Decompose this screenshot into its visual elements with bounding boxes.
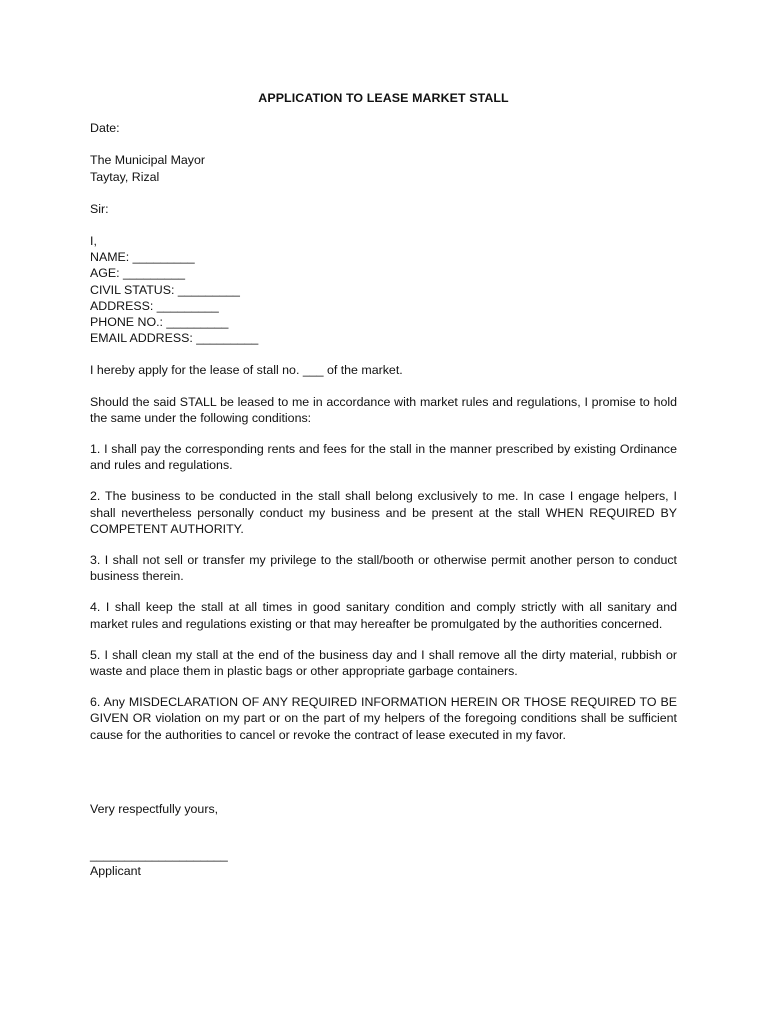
condition-item: 6. Any MISDECLARATION OF ANY REQUIRED INFORMATION HEREIN OR THOSE REQUIRED TO BE GIVEN OR violation on my part or on the part of my helpers of the foregoing conditions shall be sufficient cause for the authorities to cancel or revoke the contract of lease executed in my favor. (90, 695, 677, 742)
addressee-location: Taytay, Rizal (90, 169, 160, 184)
age-field: AGE: _________ (90, 266, 186, 281)
name-field: NAME: _________ (90, 250, 195, 265)
signature-label: Applicant (90, 864, 141, 879)
application-statement: I hereby apply for the lease of stall no. ___ of the market. (90, 363, 403, 378)
document-title: APPLICATION TO LEASE MARKET STALL (258, 91, 509, 105)
addressee-block (90, 152, 677, 184)
condition-item: 2. The business to be conducted in the stall shall belong exclusively to me. In case I engage helpers, I shall nevertheless personally conduct my business and be present at the stall WHEN REQUIRED BY COMPETENT AUTHORITY. (90, 489, 677, 536)
date-label: Date: (90, 121, 120, 136)
condition-item: 1. I shall pay the corresponding rents and fees for the stall in the manner prescribed by existing Ordinance and rules and regulations. (90, 442, 677, 473)
intro-paragraph: Should the said STALL be leased to me in accordance with market rules and regulations, I promise to hold the same under the following conditions: (90, 394, 677, 425)
document-body (90, 90, 677, 880)
applicant-intro: I, (90, 234, 97, 249)
civil-status-field: CIVIL STATUS: _________ (90, 282, 240, 297)
address-field: ADDRESS: _________ (90, 298, 219, 313)
addressee-name: The Municipal Mayor (90, 153, 206, 168)
email-field: EMAIL ADDRESS: _________ (90, 331, 259, 346)
condition-item: 3. I shall not sell or transfer my privilege to the stall/booth or otherwise permit another person to conduct business therein. (90, 553, 677, 584)
condition-item: 5. I shall clean my stall at the end of the business day and I shall remove all the dirty material, rubbish or waste and place them in plastic bags or other appropriate garbage containers. (90, 647, 677, 679)
applicant-details (90, 233, 677, 346)
phone-field: PHONE NO.: _________ (90, 315, 229, 330)
condition-item: 4. I shall keep the stall at all times in good sanitary condition and comply strictly with all sanitary and market rules and regulations existing or that may hereafter be promulgated by the authorities concerned. (90, 600, 677, 631)
salutation: Sir: (90, 201, 109, 216)
closing-phrase: Very respectfully yours, (90, 801, 219, 816)
conditions-list (90, 441, 677, 743)
signature-line: ____________________ (90, 848, 228, 863)
signature-block (90, 847, 677, 879)
